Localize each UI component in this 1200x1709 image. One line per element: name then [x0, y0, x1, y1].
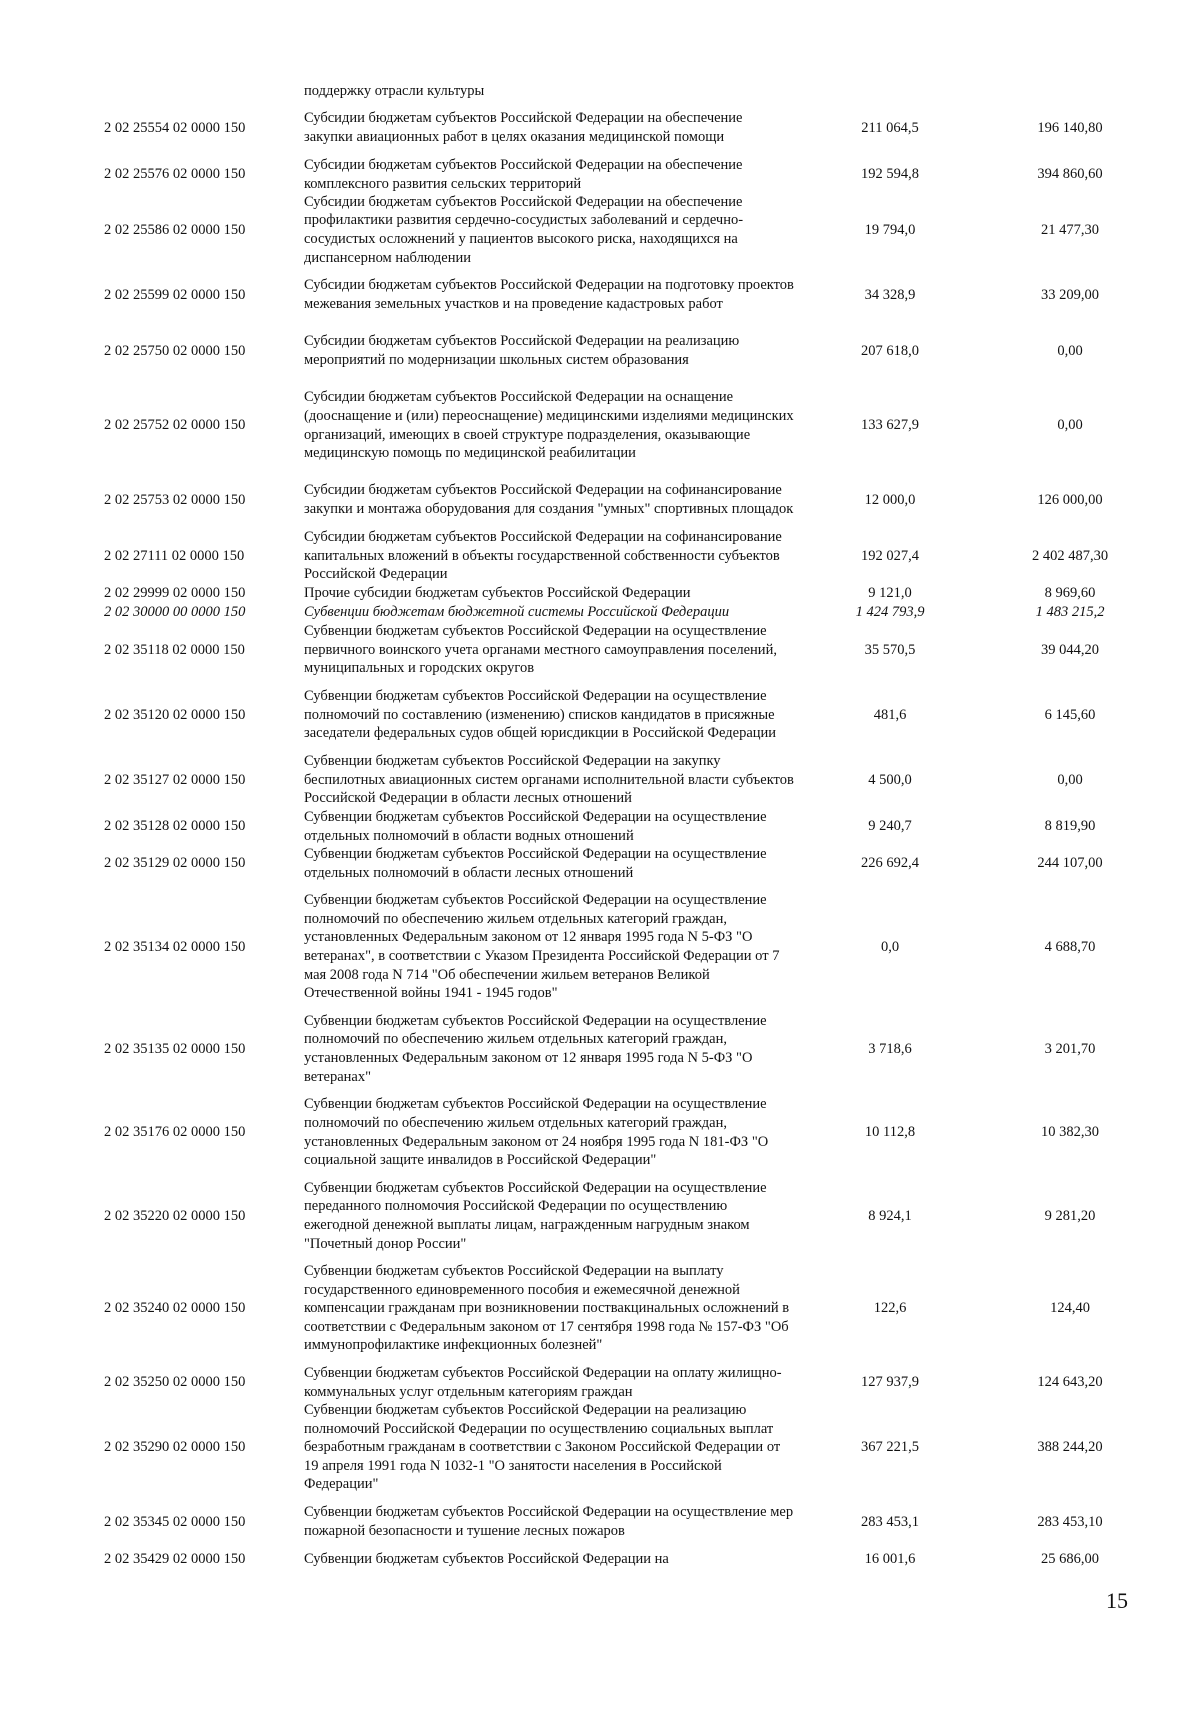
value-column-1: 3 718,6: [868, 1040, 912, 1057]
budget-code: 2 02 25576 02 0000 150: [104, 166, 246, 183]
row-description: Субсидии бюджетам субъектов Российской Федерации на обеспечение закупки авиационных работ в целях оказания медицинской помощи: [304, 110, 743, 145]
table-row: [0, 267, 1200, 323]
value-column-1: 133 627,9: [861, 417, 919, 434]
row-description: Субсидии бюджетам субъектов Российской Федерации на подготовку проектов межевания земельных участков и на проведение кадастровых работ: [304, 277, 794, 312]
value-column-2: 10 382,30: [1041, 1124, 1099, 1141]
budget-code: 2 02 27111 02 0000 150: [104, 547, 245, 564]
table-row: [0, 603, 1200, 622]
table-row: [0, 156, 1200, 193]
budget-code: 2 02 25752 02 0000 150: [104, 417, 246, 434]
budget-code: 2 02 25750 02 0000 150: [104, 342, 246, 359]
table-row: [0, 1179, 1200, 1253]
value-column-1: 34 328,9: [864, 286, 916, 303]
row-description: Субсидии бюджетам субъектов Российской Федерации на реализацию мероприятий по модернизации школьных систем образования: [304, 333, 740, 368]
value-column-2: 0,00: [1057, 417, 1083, 434]
value-column-1: 4 500,0: [868, 771, 912, 788]
row-description: Субсидии бюджетам субъектов Российской Федерации на софинансирование капитальных вложений в объекты государственной собственности субъектов Российской Федерации: [304, 529, 782, 583]
row-description: Субвенции бюджетам субъектов Российской Федерации на осуществление мер пожарной безопасности и тушение лесных пожаров: [304, 1504, 794, 1539]
budget-code: 2 02 35135 02 0000 150: [104, 1040, 246, 1057]
budget-code: 2 02 25599 02 0000 150: [104, 286, 246, 303]
value-column-2: 4 688,70: [1044, 938, 1096, 955]
table-row: [0, 379, 1200, 472]
row-description: Субсидии бюджетам субъектов Российской Федерации на софинансирование закупки и монтажа оборудования для создания "умных" спортивных площадок: [304, 482, 794, 517]
value-column-1: 127 937,9: [861, 1374, 919, 1391]
budget-code: 2 02 35240 02 0000 150: [104, 1300, 246, 1317]
value-column-1: 192 027,4: [861, 547, 919, 564]
table-row: [0, 100, 1200, 156]
budget-code: 2 02 35220 02 0000 150: [104, 1207, 246, 1224]
value-column-1: 1 424 793,9: [855, 604, 925, 621]
table-row: [0, 584, 1200, 603]
value-column-2: 388 244,20: [1037, 1439, 1103, 1456]
value-column-1: 192 594,8: [861, 166, 919, 183]
value-column-1: 122,6: [873, 1300, 907, 1317]
value-column-1: 226 692,4: [861, 855, 919, 872]
value-column-1: 0,0: [880, 938, 900, 955]
value-column-2: 0,00: [1057, 771, 1083, 788]
row-description: Субсидии бюджетам субъектов Российской Федерации на обеспечение комплексного развития сельских территорий: [304, 156, 743, 192]
value-column-2: 8 969,60: [1044, 585, 1096, 602]
value-column-1: 9 121,0: [868, 585, 912, 602]
value-column-2: 21 477,30: [1041, 221, 1099, 238]
row-description: Субвенции бюджетам субъектов Российской Федерации на выплату государственного единовременного пособия и ежемесячной денежной компенсации гражданам при возникновении поствакцинальных осложнений в соответствии с Федеральным законом от 17 сентября 1998 года № 157-ФЗ "Об иммунопрофилактике инфекционных болезней": [304, 1263, 790, 1354]
budget-code: 2 02 35118 02 0000 150: [104, 641, 245, 658]
budget-code: 2 02 25554 02 0000 150: [104, 119, 246, 136]
value-column-1: 12 000,0: [864, 491, 916, 508]
value-column-2: 2 402 487,30: [1031, 547, 1109, 564]
value-column-2: 3 201,70: [1044, 1040, 1096, 1057]
budget-code: 2 02 35290 02 0000 150: [104, 1439, 246, 1456]
table-row: [0, 1364, 1200, 1401]
row-description: Субвенции бюджетам бюджетной системы Российской Федерации: [304, 604, 730, 621]
budget-code: 2 02 35128 02 0000 150: [104, 818, 246, 835]
value-column-2: 8 819,90: [1044, 818, 1096, 835]
row-description: Субсидии бюджетам субъектов Российской Федерации на обеспечение профилактики развития сердечно-сосудистых заболеваний и сердечно-сосудистых осложнений у пациентов высокого риска, находящихся на диспансерном наблюдении: [304, 193, 744, 266]
row-description: Субвенции бюджетам субъектов Российской Федерации на осуществление переданного полномочия Российской Федерации по осуществлению ежегодной денежной выплаты лицам, награжденным нагрудным знаком "Почетный донор России": [304, 1179, 767, 1252]
value-column-1: 16 001,6: [864, 1551, 916, 1568]
table-row: [0, 323, 1200, 379]
value-column-2: 9 281,20: [1044, 1207, 1096, 1224]
budget-code: 2 02 35129 02 0000 150: [104, 855, 246, 872]
continuation-text: поддержку отрасли культуры: [304, 82, 485, 99]
budget-code: 2 02 35345 02 0000 150: [104, 1513, 246, 1530]
table-row: [0, 472, 1200, 528]
value-column-2: 33 209,00: [1041, 286, 1099, 303]
table-row: [0, 882, 1200, 1012]
row-description: Субсидии бюджетам субъектов Российской Федерации на оснащение (дооснащение и (или) переоснащение) медицинскими изделиями медицинских организаций, имеющих в своей структуре подразделения, оказывающие медицинскую помощь по медицинской реабилитации: [304, 389, 794, 462]
budget-code: 2 02 35120 02 0000 150: [104, 706, 246, 723]
budget-code: 2 02 25586 02 0000 150: [104, 221, 246, 238]
value-column-2: 394 860,60: [1037, 166, 1103, 183]
row-description: Субвенции бюджетам субъектов Российской Федерации на осуществление полномочий по составлению (изменению) списков кандидатов в присяжные заседатели федеральных судов общей юрисдикции в Российской Федерации: [304, 688, 777, 742]
value-column-1: 481,6: [873, 706, 907, 723]
table-row: [0, 622, 1200, 678]
budget-code: 2 02 35176 02 0000 150: [104, 1124, 246, 1141]
row-description: Субвенции бюджетам субъектов Российской Федерации на осуществление первичного воинского учета органами местного самоуправления поселений, муниципальных и городских округов: [304, 623, 777, 677]
value-column-2: 0,00: [1057, 342, 1083, 359]
value-column-2: 283 453,10: [1037, 1513, 1103, 1530]
value-column-1: 207 618,0: [861, 342, 919, 359]
table-row-continuation: [0, 82, 1200, 100]
value-column-1: 9 240,7: [868, 818, 912, 835]
table-row: [0, 1086, 1200, 1179]
table-row: [0, 528, 1200, 584]
revenue-table: [0, 82, 1200, 1569]
value-column-2: 196 140,80: [1037, 119, 1103, 136]
value-column-2: 1 483 215,2: [1035, 604, 1105, 621]
value-column-1: 35 570,5: [864, 641, 916, 658]
budget-code: 2 02 35429 02 0000 150: [104, 1551, 246, 1568]
value-column-2: 6 145,60: [1044, 706, 1096, 723]
value-column-2: 124,40: [1050, 1300, 1090, 1317]
row-description: Субвенции бюджетам субъектов Российской Федерации на осуществление полномочий по обеспечению жильем отдельных категорий граждан, установленных Федеральным законом от 12 января 1995 года N 5-ФЗ "О ветеранах": [304, 1012, 767, 1085]
table-row: [0, 808, 1200, 845]
table-row: [0, 1494, 1200, 1550]
row-description: Субвенции бюджетам субъектов Российской Федерации на осуществление отдельных полномочий в области лесных отношений: [304, 845, 767, 881]
row-description: Субвенции бюджетам субъектов Российской Федерации на осуществление отдельных полномочий в области водных отношений: [304, 808, 767, 844]
table-row: [0, 1401, 1200, 1494]
row-description: Субвенции бюджетам субъектов Российской Федерации на оплату жилищно-коммунальных услуг отдельным категориям граждан: [304, 1364, 782, 1400]
budget-code: 2 02 29999 02 0000 150: [104, 585, 246, 602]
value-column-2: 25 686,00: [1041, 1551, 1099, 1568]
value-column-2: 124 643,20: [1037, 1374, 1103, 1391]
table-row: [0, 1253, 1200, 1364]
table-row: [0, 1550, 1200, 1569]
value-column-2: 126 000,00: [1037, 491, 1103, 508]
row-description: Субвенции бюджетам субъектов Российской Федерации на закупку беспилотных авиационных систем органами исполнительной власти субъектов Российской Федерации в области лесных отношений: [304, 753, 794, 807]
value-column-2: 244 107,00: [1037, 855, 1103, 872]
budget-code: 2 02 35134 02 0000 150: [104, 938, 246, 955]
budget-code: 2 02 25753 02 0000 150: [104, 491, 246, 508]
value-column-1: 283 453,1: [861, 1513, 919, 1530]
budget-code: 2 02 35127 02 0000 150: [104, 771, 246, 788]
row-description: Субвенции бюджетам субъектов Российской Федерации на реализацию полномочий Российской Федерации по осуществлению социальных выплат безработным гражданам в соответствии с Законом Российской Федерации от 19 апреля 1991 года N 1032-1 "О занятости населения в Российской Федерации": [304, 1402, 781, 1493]
value-column-1: 367 221,5: [861, 1439, 919, 1456]
value-column-2: 39 044,20: [1041, 641, 1099, 658]
table-row: [0, 752, 1200, 808]
table-row: [0, 678, 1200, 752]
budget-code: 2 02 35250 02 0000 150: [104, 1374, 246, 1391]
row-description: Прочие субсидии бюджетам субъектов Российской Федерации: [304, 585, 691, 602]
value-column-1: 8 924,1: [868, 1207, 912, 1224]
table-row: [0, 845, 1200, 882]
table-row: [0, 1012, 1200, 1086]
budget-code: 2 02 30000 00 0000 150: [104, 604, 246, 621]
page-number: 15: [1106, 1588, 1128, 1613]
value-column-1: 19 794,0: [864, 221, 916, 238]
value-column-1: 211 064,5: [861, 119, 919, 136]
value-column-1: 10 112,8: [864, 1124, 916, 1141]
row-description: Субвенции бюджетам субъектов Российской Федерации на осуществление полномочий по обеспечению жильем отдельных категорий граждан, установленных Федеральным законом от 24 ноября 1995 года N 181-ФЗ "О социальной защите инвалидов в Российской Федерации": [304, 1096, 769, 1169]
row-description: Субвенции бюджетам субъектов Российской Федерации на осуществление полномочий по обеспечению жильем отдельных категорий граждан, установленных Федеральным законом от 12 января 1995 года N 5-ФЗ "О ветеранах", в соответствии с Указом Президента Российской Федерации от 7 мая 2008 года N 714 "Об обеспечении жильем ветеранов Великой Отечественной войны 1941 - 1945 годов": [304, 892, 780, 1002]
table-row: [0, 193, 1200, 267]
row-description: Субвенции бюджетам субъектов Российской Федерации на: [304, 1551, 669, 1568]
